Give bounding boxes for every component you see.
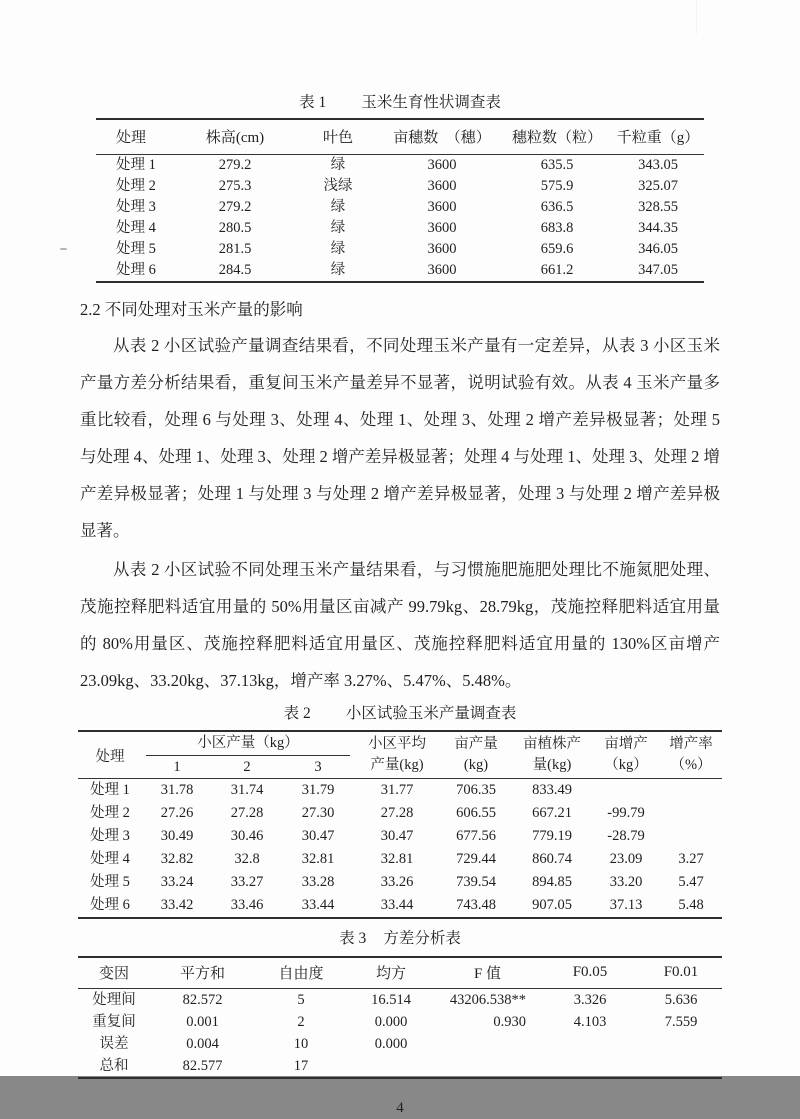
table-cell: 82.577	[182, 1058, 223, 1074]
column-header: 千粒重（g）	[616, 130, 700, 146]
table-cell: 33.46	[230, 897, 264, 913]
table2-caption	[80, 703, 720, 725]
table-cell: 575.9	[540, 178, 574, 194]
scan-artifact	[60, 248, 67, 250]
table-cell: 33.44	[301, 897, 335, 913]
table-cell: 347.05	[638, 262, 678, 278]
table-cell: -28.79	[607, 828, 645, 844]
table-cell: 16.514	[371, 992, 411, 1008]
table-cell: 32.82	[160, 851, 194, 867]
table-cell	[540, 1055, 640, 1078]
table-row	[78, 1055, 722, 1078]
table-header-row	[96, 119, 704, 155]
table-cell: 误差	[99, 1036, 129, 1052]
table-cell: 635.5	[540, 157, 574, 173]
table-cell: 31.79	[301, 782, 335, 798]
table-cell: 33.27	[230, 874, 264, 890]
column-header: 自由度	[278, 966, 324, 982]
column-header-group	[142, 731, 354, 756]
table-row	[96, 176, 704, 197]
table-cell	[347, 1055, 435, 1078]
column-header: 株高(cm)	[205, 130, 265, 146]
column-subheader: 3	[314, 759, 322, 775]
table1-caption-title: 玉米生育性状调查表	[361, 94, 501, 111]
table-cell: 33.26	[380, 874, 414, 890]
table-row	[78, 802, 722, 825]
table-cell: 0.000	[374, 1014, 408, 1030]
table1-caption-label: 表 1	[299, 94, 327, 111]
table-cell: 3600	[427, 178, 457, 194]
table-cell: 37.13	[609, 897, 643, 913]
table-cell: 2	[297, 1014, 305, 1030]
table-cell: 处理 4	[90, 851, 130, 867]
table-cell: -99.79	[607, 805, 645, 821]
table-cell: 处理 2	[90, 805, 130, 821]
table-cell: 5	[297, 992, 305, 1008]
table-row	[96, 197, 704, 218]
table-cell: 659.6	[540, 241, 574, 257]
table-cell: 31.78	[160, 782, 194, 798]
table-cell: 0.930	[493, 1014, 526, 1030]
table-cell: 处理 4	[116, 220, 156, 236]
table-cell: 绿	[330, 241, 346, 257]
table-cell: 636.5	[540, 199, 574, 215]
column-header: 叶色	[322, 130, 353, 146]
table-cell	[640, 1055, 722, 1078]
paragraph-2: 从表 2 小区试验不同处理玉米产量结果看，与习惯施肥施肥处理比不施氮肥处理、茂施控释肥料适宜用量的 50%用量区亩减产 99.79kg、28.79kg，茂施控释肥料适宜用量的 80%用量区、茂施控释肥料适宜用量区、茂施控释肥料适宜用量的 130%区亩增产 23.09kg、33.20kg、37.13kg，增产率 3.27%、5.47%、5.48%。	[80, 560, 720, 690]
table-cell: 重复间	[92, 1014, 136, 1030]
table-cell: 33.44	[380, 897, 414, 913]
table-cell: 5.47	[678, 874, 704, 890]
table3-caption	[80, 928, 720, 950]
table-cell	[660, 802, 722, 825]
table-cell: 30.47	[380, 828, 414, 844]
table-cell: 279.2	[218, 157, 252, 173]
table-cell: 32.81	[301, 851, 335, 867]
column-header: 小区平均 产量(kg)	[368, 736, 426, 773]
table-cell: 606.55	[456, 805, 496, 821]
table-cell: 343.05	[638, 157, 678, 173]
column-header: 亩穗数 （穗）	[393, 130, 491, 146]
table-cell: 706.35	[456, 782, 496, 798]
table-cell: 5.636	[664, 992, 698, 1008]
table-cell: 346.05	[638, 241, 678, 257]
table-cell: 344.35	[638, 220, 678, 236]
column-header: 处理	[95, 748, 125, 765]
table-cell: 677.56	[456, 828, 496, 844]
table2-caption-label: 表 2	[283, 705, 311, 722]
column-header-group-label: 小区产量（kg）	[146, 732, 350, 756]
table-cell: 30.49	[160, 828, 194, 844]
table-cell: 10	[293, 1036, 309, 1052]
table-cell: 0.001	[186, 1014, 219, 1030]
table-cell: 328.55	[638, 199, 678, 215]
table-cell: 33.20	[609, 874, 643, 890]
table-cell: 3600	[427, 262, 457, 278]
table-cell: 7.559	[664, 1014, 698, 1030]
table-cell: 82.572	[182, 992, 223, 1008]
table2-caption-title: 小区试验玉米产量调查表	[345, 705, 517, 722]
table-cell: 729.44	[456, 851, 496, 867]
table-cell: 860.74	[532, 851, 572, 867]
table-cell: 绿	[330, 157, 346, 173]
section-heading-2-2: 2.2 不同处理对玉米产量的影响	[80, 300, 303, 319]
table-cell: 43206.538**	[449, 992, 526, 1008]
table-cell	[435, 1055, 540, 1078]
table-cell	[660, 825, 722, 848]
column-header: F0.01	[663, 964, 699, 980]
table-row	[96, 155, 704, 177]
table-cell: 处理 3	[90, 828, 130, 844]
table-cell: 总和	[99, 1058, 129, 1074]
table-row	[78, 825, 722, 848]
table-cell: 23.09	[609, 851, 643, 867]
table-cell: 5.48	[678, 897, 704, 913]
table-cell: 284.5	[218, 262, 252, 278]
table-cell: 处理 3	[116, 199, 156, 215]
column-header: 亩植株产 量(kg)	[523, 736, 581, 773]
table-cell: 绿	[330, 220, 346, 236]
table-cell: 894.85	[532, 874, 572, 890]
table-cell	[592, 779, 660, 803]
column-header: F 值	[473, 966, 502, 982]
table-cell: 661.2	[540, 262, 574, 278]
table1-growth-survey	[96, 118, 704, 283]
table-cell: 31.77	[380, 782, 414, 798]
table-cell: 17	[293, 1058, 309, 1074]
table-cell: 绿	[330, 262, 346, 278]
table-cell: 833.49	[532, 782, 572, 798]
table3-anova	[78, 956, 722, 1079]
table-cell: 3600	[427, 241, 457, 257]
table-cell: 处理 6	[90, 897, 130, 913]
table-header-row	[78, 957, 722, 989]
table-cell: 325.07	[638, 178, 678, 194]
paragraph-1: 从表 2 小区试验产量调查结果看，不同处理玉米产量有一定差异，从表 3 小区玉米产量方差分析结果看，重复间玉米产量差异不显著，说明试验有效。从表 4 玉米产量多重比较看，处理 6 与处理 3、处理 4、处理 1、处理 3、处理 2 增产差异极显著；处理 5 与处理 4、处理 1、处理 3、处理 2 增产差异极显著；处理 4 与处理 1、处理 3、处理 2 增产差异极显著；处理 1 与处理 3 与处理 2 增产差异极显著，处理 3 与处理 2 增产差异极显著。	[80, 336, 720, 540]
table-cell: 绿	[330, 199, 346, 215]
table-cell: 处理 5	[90, 874, 130, 890]
table-cell: 27.28	[380, 805, 414, 821]
column-header: 平方和	[179, 966, 225, 982]
table-row	[78, 989, 722, 1012]
table-cell: 280.5	[218, 220, 252, 236]
table2-plot-yield-survey	[78, 730, 722, 919]
table-cell: 3600	[427, 157, 457, 173]
table-cell: 处理 5	[116, 241, 156, 257]
table-cell: 3.27	[678, 851, 704, 867]
table-cell: 30.47	[301, 828, 335, 844]
column-subheader: 2	[243, 759, 251, 775]
table3-caption-label: 表 3	[339, 930, 367, 947]
table-cell: 33.42	[160, 897, 194, 913]
table-cell: 处理 1	[116, 157, 156, 173]
column-header: 亩产量 (kg)	[454, 736, 498, 773]
table-cell: 30.46	[230, 828, 264, 844]
table-row	[78, 1033, 722, 1055]
table-cell: 处理 6	[116, 262, 156, 278]
table-cell: 浅绿	[323, 178, 353, 194]
column-header: 均方	[375, 966, 406, 982]
table-cell: 3600	[427, 220, 457, 236]
table-cell: 739.54	[456, 874, 496, 890]
table-cell: 27.30	[301, 805, 335, 821]
column-header: 亩增产 （kg）	[604, 736, 648, 773]
column-subheader: 1	[173, 759, 181, 775]
column-header: F0.05	[572, 964, 608, 980]
table-row	[96, 260, 704, 282]
table-cell	[540, 1033, 640, 1055]
table-cell: 683.8	[540, 220, 574, 236]
table-cell: 处理间	[92, 992, 136, 1008]
table-row	[78, 871, 722, 894]
table-row	[96, 218, 704, 239]
column-header: 变因	[98, 966, 129, 982]
table3-caption-title: 方差分析表	[383, 930, 461, 947]
column-header: 处理	[116, 130, 147, 146]
table-cell: 279.2	[218, 199, 252, 215]
column-header: 增产率 （%）	[669, 736, 713, 773]
table-cell	[640, 1033, 722, 1055]
table-row	[78, 1011, 722, 1033]
table-cell: 处理 2	[116, 178, 156, 194]
table-cell: 907.05	[532, 897, 572, 913]
table-row	[78, 894, 722, 918]
table-cell: 779.19	[532, 828, 572, 844]
column-header: 穗粒数（粒）	[511, 130, 602, 146]
table-cell: 32.81	[380, 851, 414, 867]
table-cell: 281.5	[218, 241, 252, 257]
table-cell: 0.000	[374, 1036, 408, 1052]
table-cell: 3600	[427, 199, 457, 215]
table-cell: 32.8	[234, 851, 260, 867]
page-number: 4	[396, 1100, 404, 1116]
table-cell: 27.26	[160, 805, 194, 821]
table-header-row	[78, 731, 722, 756]
table-cell: 0.004	[186, 1036, 219, 1052]
table-cell	[435, 1033, 540, 1055]
table-cell: 33.24	[160, 874, 194, 890]
table-cell: 33.28	[301, 874, 335, 890]
table-cell: 4.103	[573, 1014, 607, 1030]
table-cell: 667.21	[532, 805, 572, 821]
scan-artifact	[696, 0, 697, 34]
table-cell	[660, 779, 722, 803]
table-cell: 处理 1	[90, 782, 130, 798]
table1-caption	[80, 0, 720, 114]
table-cell: 3.326	[573, 992, 607, 1008]
table-cell: 27.28	[230, 805, 264, 821]
table-cell: 743.48	[456, 897, 496, 913]
table-row	[96, 239, 704, 260]
table-cell: 31.74	[230, 782, 264, 798]
table-cell: 275.3	[218, 178, 252, 194]
table-row	[78, 779, 722, 803]
table-row	[78, 848, 722, 871]
